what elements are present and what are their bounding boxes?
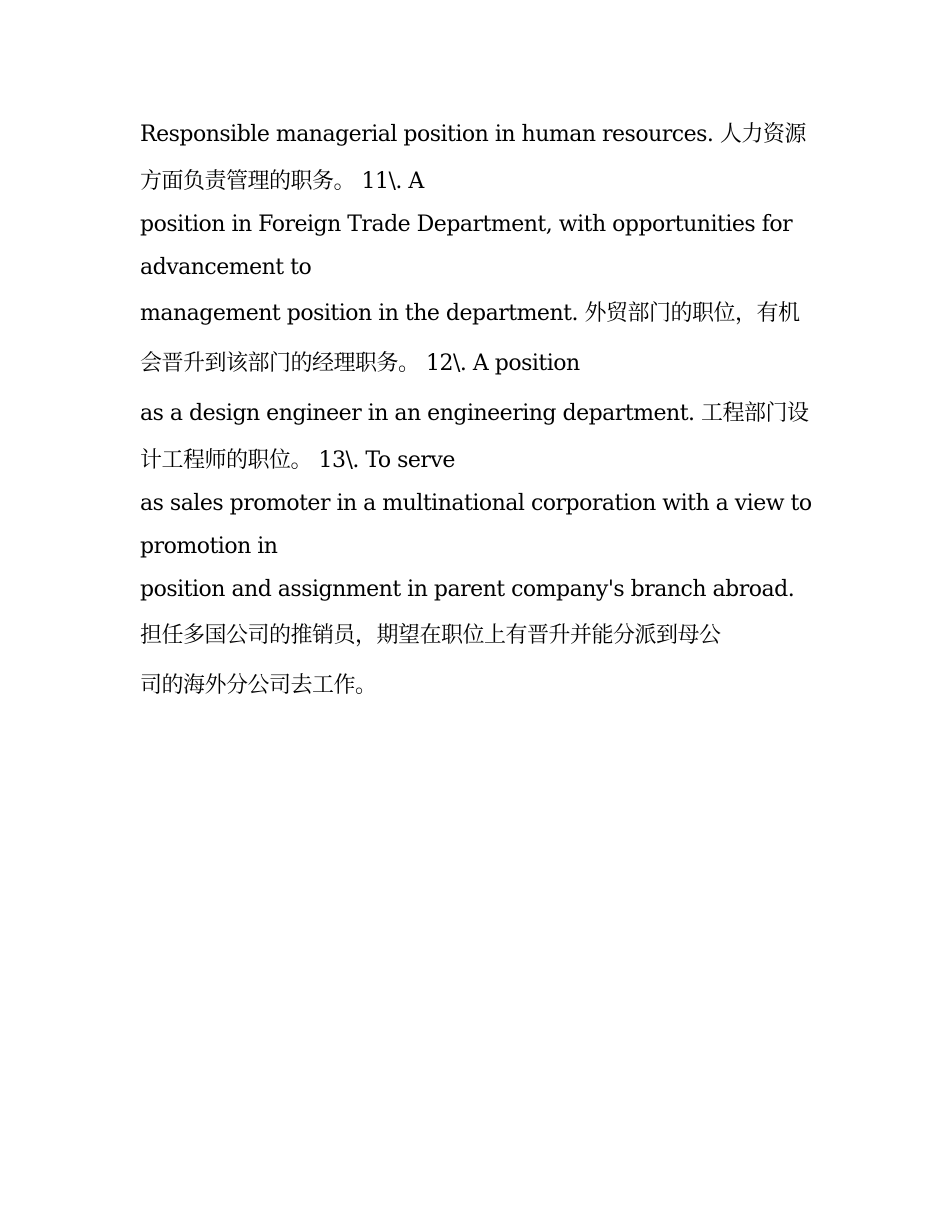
- text-line: promotion in: [140, 534, 278, 559]
- text-line: 方面负责管理的职务。 11\. A: [140, 169, 424, 194]
- text-line: 计工程师的职位。 13\. To serve: [140, 448, 455, 473]
- text-line: management position in the department. 外贸部门的职位，有机: [140, 301, 800, 326]
- text-line: position and assignment in parent company's branch abroad.: [140, 577, 795, 602]
- text-line: position in Foreign Trade Department, with opportunities for: [140, 212, 793, 237]
- text-line: as a design engineer in an engineering department. 工程部门设: [140, 401, 809, 426]
- document-body: [140, 110, 812, 711]
- text-line: advancement to: [140, 255, 312, 280]
- text-line: as sales promoter in a multinational corporation with a view to: [140, 491, 812, 516]
- text-line: Responsible managerial position in human resources. 人力资源: [140, 122, 806, 147]
- text-line: 担任多国公司的推销员，期望在职位上有晋升并能分派到母公: [140, 623, 721, 648]
- text-line: 会晋升到该部门的经理职务。 12\. A position: [140, 351, 580, 376]
- text-line: 司的海外分公司去工作。: [140, 673, 377, 698]
